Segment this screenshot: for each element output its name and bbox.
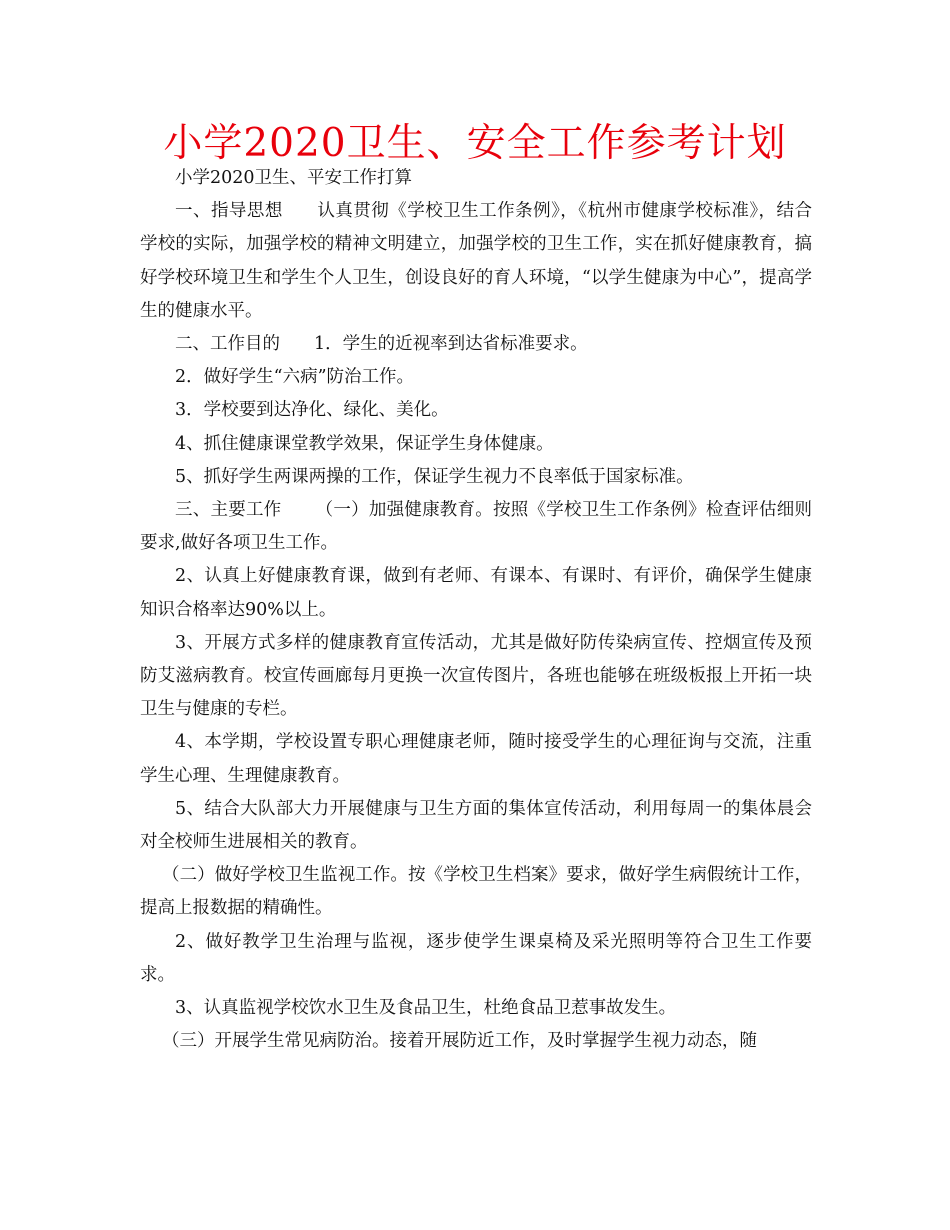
paragraph-text: 4、抓住健康课堂教学效果，保证学生身体健康。 [175,433,554,454]
paragraph-goal-5 [140,461,812,494]
paragraph-text: 5、抓好学生两课两操的工作，保证学生视力不良率低于国家标准。 [175,466,694,487]
paragraph-publicity [140,627,812,727]
paragraph-text: 小学2020卫生、平安工作打算 [175,168,413,188]
paragraph-teaching-hygiene [140,926,812,992]
paragraph-text: （一）加强健康教育。按照《学校卫生工作条例》检查评估细则要求,做好各项卫生工作。 [140,500,813,554]
section-heading: 一、指导思想 [175,201,283,222]
section-heading: 三、主要工作 [175,500,282,521]
document-body [140,162,812,1058]
paragraph-text: 5、结合大队部大力开展健康与卫生方面的集体宣传活动，利用每周一的集体晨会对全校师生进展相关的教育。 [140,798,812,853]
paragraph-goal-3 [140,394,812,427]
paragraph-work-goals [140,328,812,361]
paragraph-goal-2 [140,361,812,394]
paragraph-health-class [140,560,812,626]
paragraph-food-safety [140,992,812,1025]
paragraph-text: 认真贯彻《学校卫生工作条例》，《杭州市健康学校标准》，结合学校的实际，加强学校的精神文明建立，加强学校的卫生工作，实在抓好健康教育，搞好学校环境卫生和学生个人卫生，创设良好的育人环境，“以学生健康为中心”，提高学生的健康水平。 [140,201,813,321]
paragraph-text: （三）开展学生常见病防治。接着开展防近工作，及时掌握学生视力动态，随 [162,1031,757,1052]
paragraph-disease-prevention [140,1025,812,1058]
paragraph-subtitle [140,162,812,195]
paragraph-text: 4、本学期，学校设置专职心理健康老师，随时接受学生的心理征询与交流，注重学生心理、生理健康教育。 [140,732,812,786]
paragraph-main-work [140,494,812,560]
paragraph-text: 2．做好学生“六病”防治工作。 [175,367,415,388]
paragraph-text: 3．学校要到达净化、绿化、美化。 [175,400,449,421]
paragraph-psychology [140,726,812,792]
paragraph-text: 3、认真监视学校饮水卫生及食品卫生，杜绝食品卫惹事故发生。 [175,998,677,1019]
paragraph-text: 3、开展方式多样的健康教育宣传活动，尤其是做好防传染病宣传、控烟宣传及预防艾滋病教育。校宣传画廊每月更换一次宣传图片，各班也能够在班级板报上开拓一块卫生与健康的专栏。 [140,632,812,720]
paragraph-goal-4 [140,428,812,461]
paragraph-text: 1．学生的近视率到达省标准要求。 [314,334,588,355]
paragraph-guiding-thought [140,195,812,328]
paragraph-text: 2、认真上好健康教育课，做到有老师、有课本、有课时、有评价，确保学生健康知识合格率达90%以上。 [140,566,812,620]
section-heading: 二、工作目的 [175,334,280,355]
paragraph-text: 2、做好教学卫生治理与监视，逐步使学生课桌椅及采光照明等符合卫生工作要求。 [140,931,812,985]
paragraph-morning-assembly [140,793,812,859]
paragraph-text: （二）做好学校卫生监视工作。按《学校卫生档案》要求，做好学生病假统计工作，提高上报数据的精确性。 [140,865,812,919]
document-title: 小学2020卫生、安全工作参考计划 [163,121,787,166]
paragraph-supervision [140,859,812,925]
